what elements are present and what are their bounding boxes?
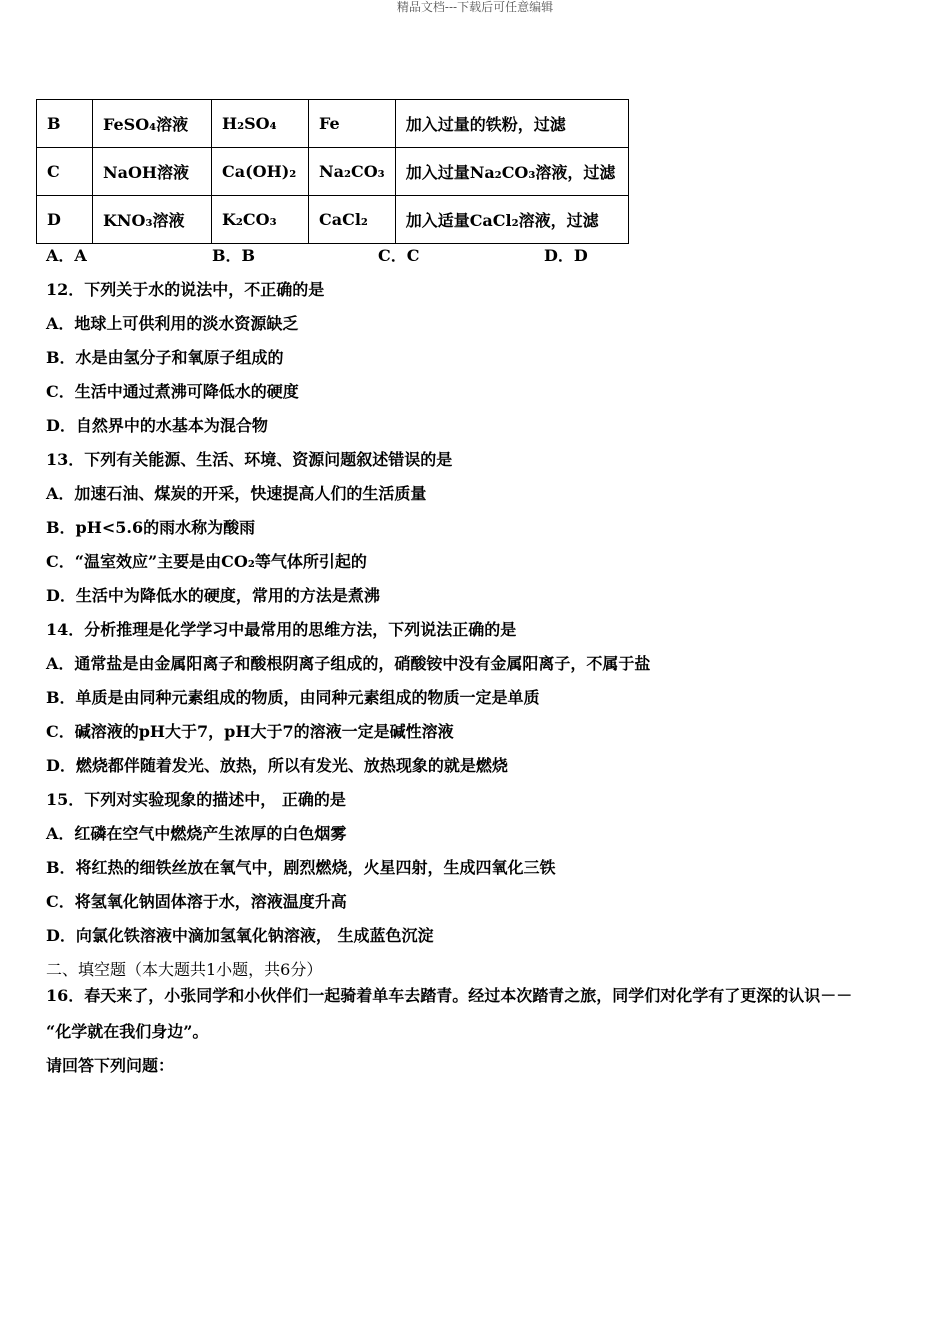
- table-cell: 加入过量的铁粉，过滤: [395, 100, 628, 148]
- table-row: [37, 148, 629, 196]
- option-line: B．单质是由同种元素组成的物质，由同种元素组成的物质一定是单质: [46, 688, 540, 707]
- option-line: D．向氯化铁溶液中滴加氢氧化钠溶液， 生成蓝色沉淀: [46, 926, 434, 945]
- table-cell: H₂SO₄: [212, 100, 309, 148]
- option-line: C．将氢氧化钠固体溶于水，溶液温度升高: [46, 892, 347, 911]
- answer-option: D．D: [544, 246, 588, 265]
- table-cell: C: [37, 148, 93, 196]
- question-12: 12．下列关于水的说法中，不正确的是: [46, 280, 325, 299]
- table-cell: Na₂CO₃: [309, 148, 396, 196]
- option-line: A．红磷在空气中燃烧产生浓厚的白色烟雾: [46, 824, 347, 843]
- option-line: C．碱溶液的pH大于7，pH大于7的溶液一定是碱性溶液: [46, 722, 454, 741]
- option-line: B．水是由氢分子和氧原子组成的: [46, 348, 284, 367]
- page-header: 精品文档---下载后可任意编辑: [396, 0, 554, 14]
- section-heading: 二、填空题（本大题共1小题，共6分）: [46, 960, 323, 979]
- table-cell: Ca(OH)₂: [212, 148, 309, 196]
- answer-option: A．A: [46, 246, 87, 265]
- option-line: D．生活中为降低水的硬度，常用的方法是煮沸: [46, 586, 380, 605]
- option-line: A．地球上可供利用的淡水资源缺乏: [46, 314, 299, 333]
- question-14: 14．分析推理是化学学习中最常用的思维方法，下列说法正确的是: [46, 620, 517, 639]
- options-table: [36, 99, 629, 244]
- table-cell: CaCl₂: [309, 196, 396, 244]
- table-row: [37, 100, 629, 148]
- table-cell: FeSO₄溶液: [93, 100, 212, 148]
- answer-option: B．B: [212, 246, 256, 265]
- question-16-continued: “化学就在我们身边”。: [46, 1022, 209, 1041]
- option-line: D．燃烧都伴随着发光、放热，所以有发光、放热现象的就是燃烧: [46, 756, 508, 775]
- option-line: A．加速石油、煤炭的开采，快速提高人们的生活质量: [46, 484, 427, 503]
- option-line: D．自然界中的水基本为混合物: [46, 416, 268, 435]
- question-15: 15．下列对实验现象的描述中， 正确的是: [46, 790, 346, 809]
- option-line: C．生活中通过煮沸可降低水的硬度: [46, 382, 299, 401]
- option-line: C．“温室效应”主要是由CO₂等气体所引起的: [46, 552, 367, 571]
- table-cell: 加入过量Na₂CO₃溶液，过滤: [395, 148, 628, 196]
- option-line: B．将红热的细铁丝放在氧气中，剧烈燃烧，火星四射，生成四氧化三铁: [46, 858, 556, 877]
- prompt-line: 请回答下列问题：: [46, 1056, 175, 1075]
- table-row: [37, 196, 629, 244]
- answer-option: C．C: [378, 246, 420, 265]
- question-16: 16．春天来了，小张同学和小伙伴们一起骑着单车去踏青。经过本次踏青之旅，同学们对化学有了更深的认识－－: [46, 986, 853, 1005]
- table-cell: D: [37, 196, 93, 244]
- table-cell: K₂CO₃: [212, 196, 309, 244]
- table-cell: B: [37, 100, 93, 148]
- question-13: 13．下列有关能源、生活、环境、资源问题叙述错误的是: [46, 450, 453, 469]
- option-line: A．通常盐是由金属阳离子和酸根阴离子组成的，硝酸铵中没有金属阳离子，不属于盐: [46, 654, 651, 673]
- option-line: B．pH<5.6的雨水称为酸雨: [46, 518, 256, 537]
- table-cell: Fe: [309, 100, 396, 148]
- answer-choices: [46, 246, 710, 266]
- table-cell: KNO₃溶液: [93, 196, 212, 244]
- table-cell: NaOH溶液: [93, 148, 212, 196]
- table-cell: 加入适量CaCl₂溶液，过滤: [395, 196, 628, 244]
